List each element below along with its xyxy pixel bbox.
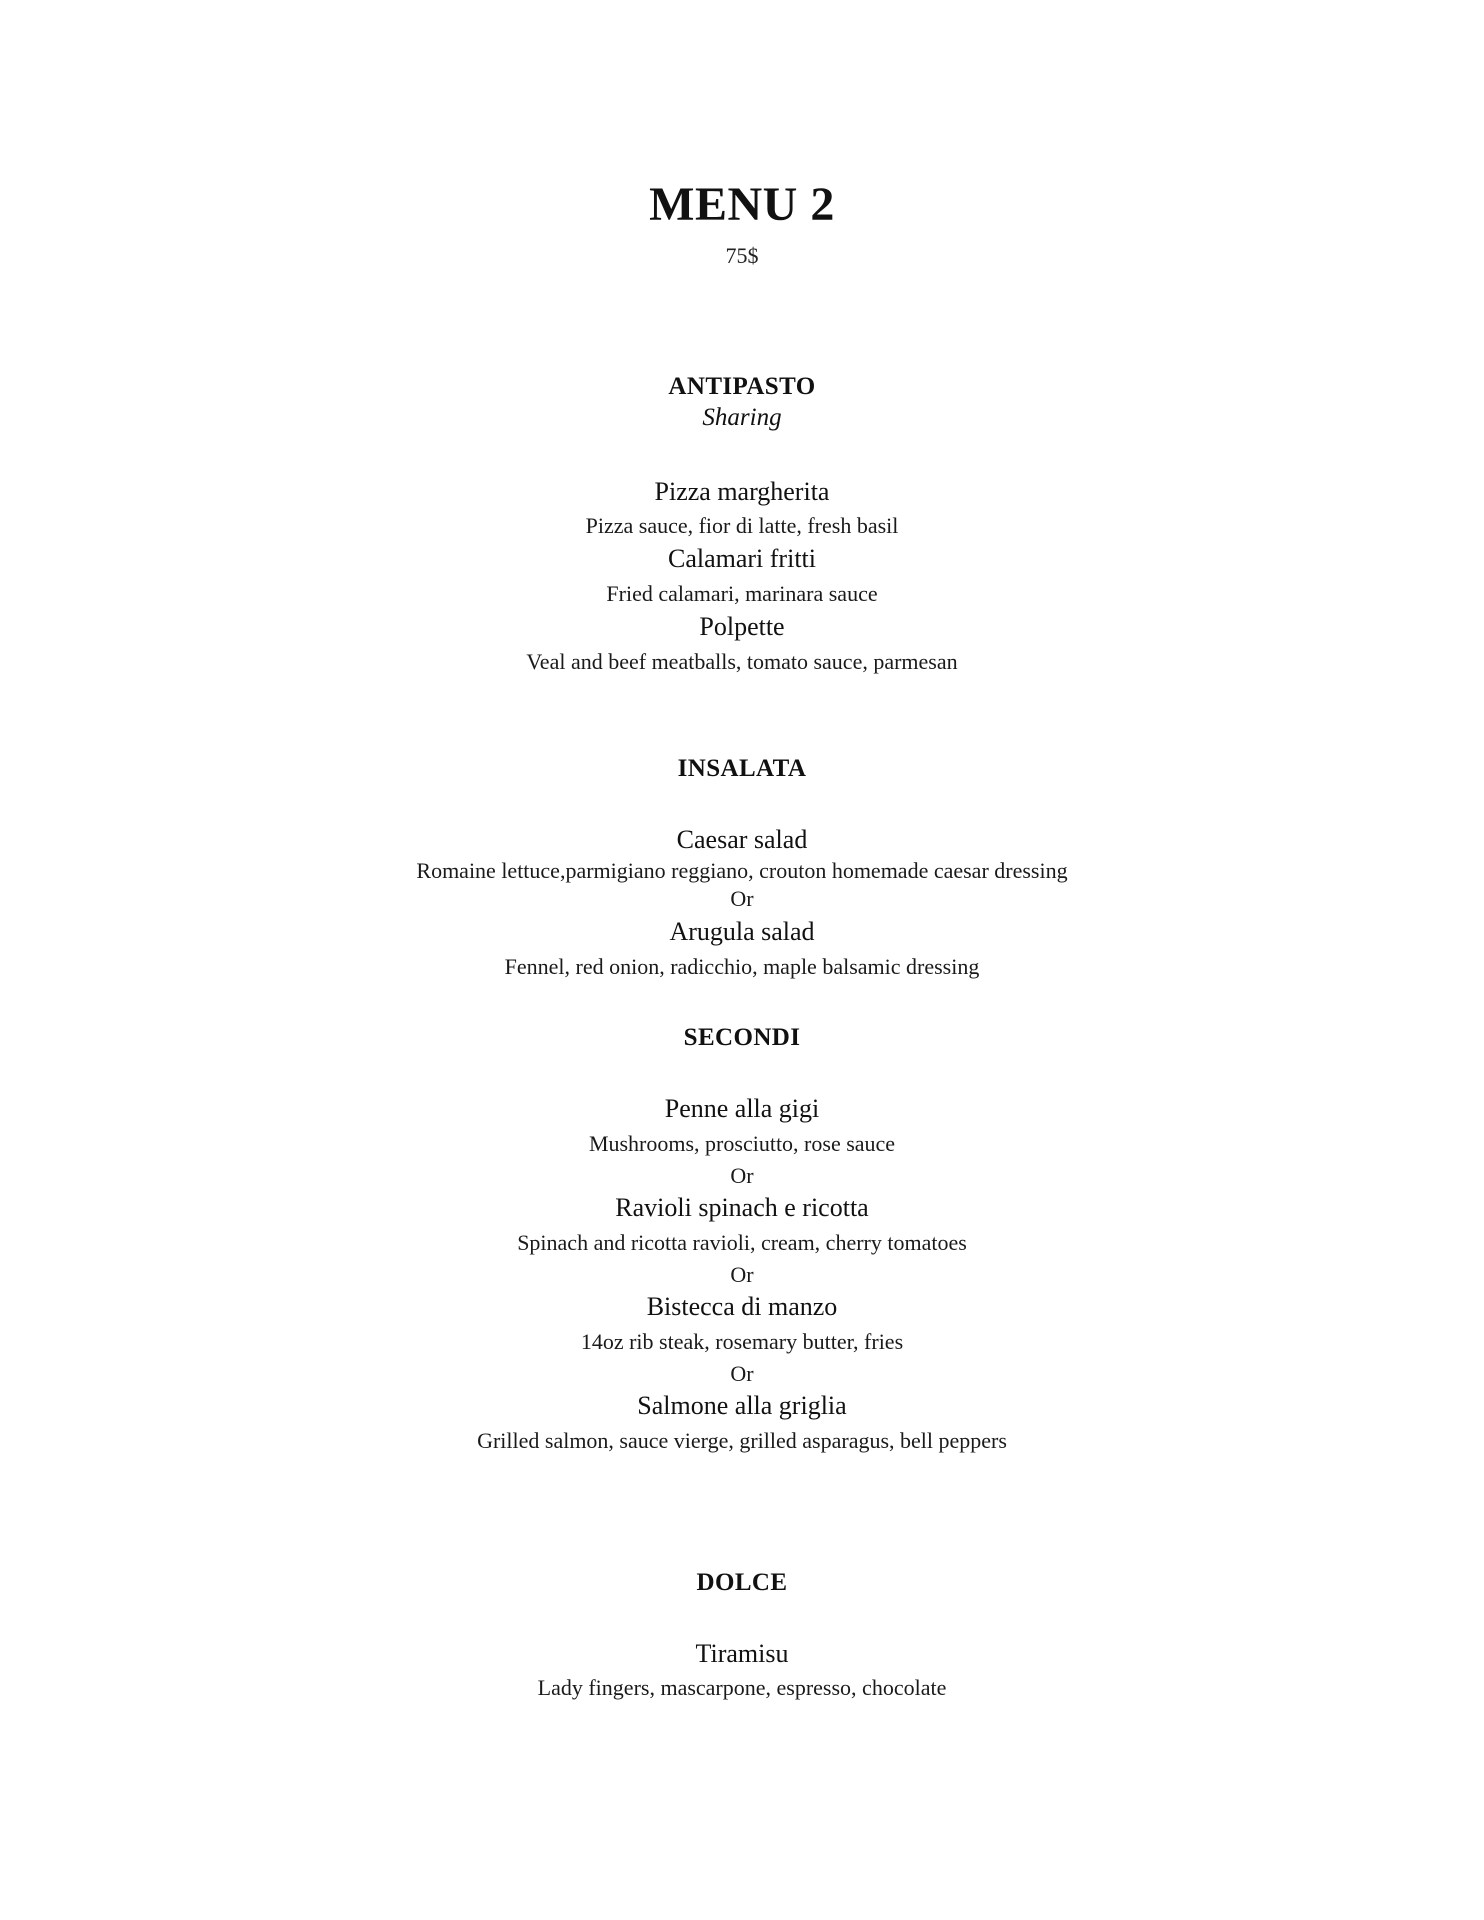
section-subtitle-antipasto: Sharing — [702, 404, 782, 431]
dish-description: Fried calamari, marinara sauce — [606, 581, 878, 606]
dish-name: Ravioli spinach e ricotta — [615, 1193, 869, 1222]
or-separator: Or — [730, 1361, 754, 1386]
menu-price: 75$ — [725, 243, 759, 268]
section-heading-antipasto: ANTIPASTO — [668, 373, 816, 400]
section-heading-secondi: SECONDI — [683, 1024, 801, 1051]
dish-name: Tiramisu — [695, 1639, 789, 1668]
dish-description: Fennel, red onion, radicchio, maple balsamic dressing — [504, 954, 980, 979]
dish-name: Arugula salad — [669, 917, 815, 946]
section-heading-dolce: DOLCE — [696, 1569, 788, 1596]
section-heading-insalata: INSALATA — [677, 755, 807, 782]
or-separator: Or — [730, 886, 754, 911]
dish-name: Calamari fritti — [667, 544, 816, 573]
dish-name: Polpette — [699, 612, 785, 641]
dish-name: Bistecca di manzo — [646, 1292, 838, 1321]
dish-name: Caesar salad — [676, 825, 808, 854]
dish-description: Mushrooms, prosciutto, rose sauce — [588, 1131, 896, 1156]
dish-description: Veal and beef meatballs, tomato sauce, parmesan — [526, 649, 958, 674]
dish-name: Salmone alla griglia — [637, 1391, 847, 1420]
menu-title: MENU 2 — [649, 178, 835, 231]
dish-description: 14oz rib steak, rosemary butter, fries — [580, 1329, 904, 1354]
dish-description: Romaine lettuce,parmigiano reggiano, crouton homemade caesar dressing — [416, 858, 1068, 883]
dish-description: Spinach and ricotta ravioli, cream, cherry tomatoes — [517, 1230, 967, 1255]
dish-description: Lady fingers, mascarpone, espresso, chocolate — [537, 1675, 947, 1700]
or-separator: Or — [730, 1262, 754, 1287]
dish-name: Pizza margherita — [654, 477, 830, 506]
dish-name: Penne alla gigi — [664, 1094, 820, 1123]
dish-description: Grilled salmon, sauce vierge, grilled asparagus, bell peppers — [477, 1428, 1007, 1453]
dish-description: Pizza sauce, fior di latte, fresh basil — [585, 513, 899, 538]
or-separator: Or — [730, 1163, 754, 1188]
